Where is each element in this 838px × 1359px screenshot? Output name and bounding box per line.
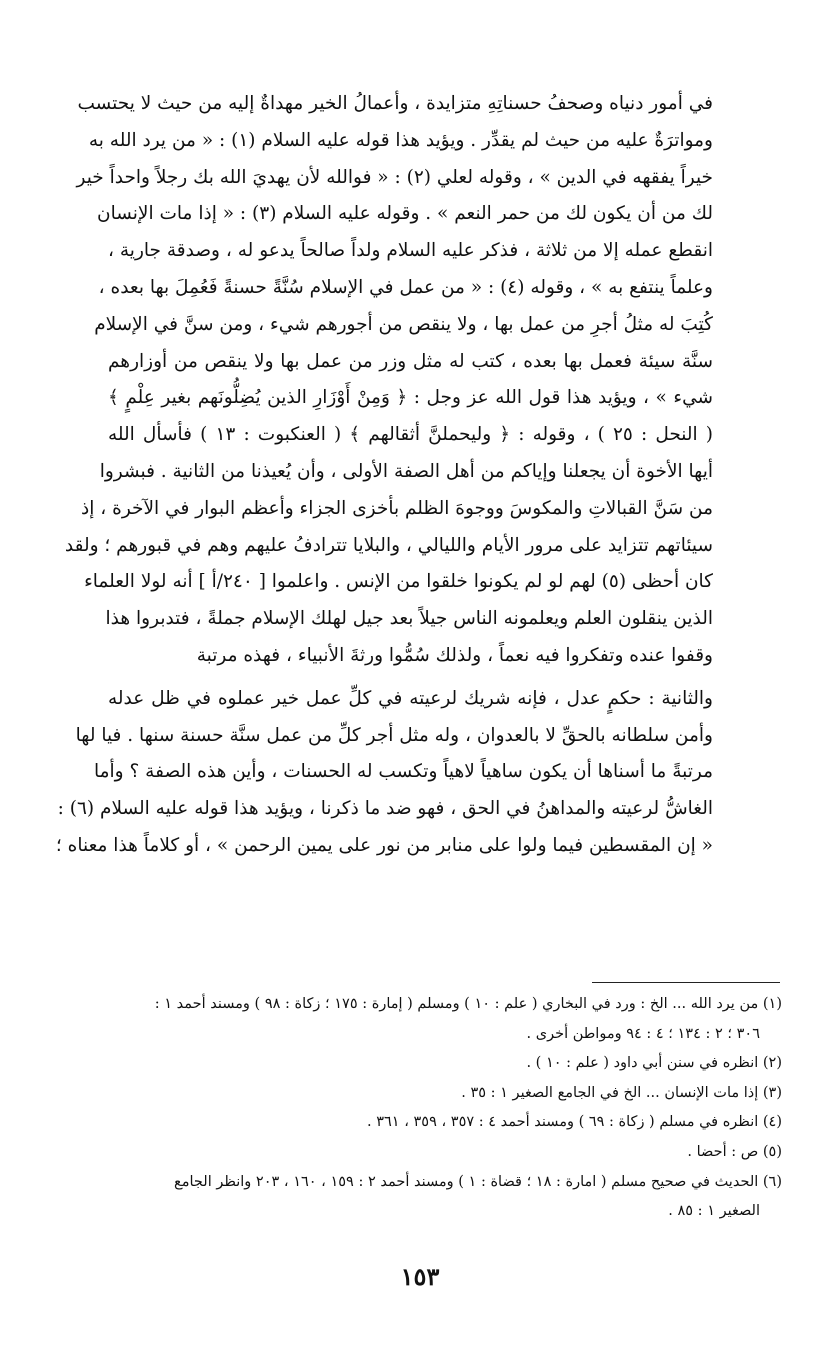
text-line: سنَّة سيئة فعمل بها بعده ، كتب له مثل وزر من عمل بها ولا ينقص من أوزارهم: [108, 350, 713, 372]
text-line: انقطع عمله إلا من ثلاثة ، فذكر عليه السلام ولداً صالحاً يدعو له ، وصدقة جارية ،: [108, 240, 713, 262]
paragraph-1: [64, 86, 713, 675]
text-line: ( النحل : ٢٥ ) ، وقوله : ﴿ وليحملنَّ أثقالهم ﴾ ( العنكبوت : ١٣ ) فأسأل الله: [108, 424, 713, 446]
footnote-4: (٤) انظره في مسلم ( زكاة : ٦٩ ) ومسند أحمد ٤ : ٣٥٧ ، ٣٥٩ ، ٣٦١ .: [367, 1114, 782, 1131]
text-line: وقفوا عنده وتفكروا فيه نعماً ، ولذلك سُمُّوا ورثةَ الأنبياء ، فهذه مرتبة: [196, 644, 713, 666]
text-line: وأمن سلطانه بالحقِّ لا بالعدوان ، وله مثل أجر كلِّ من عمل سنَّة حسنة سنها . فيا لها: [75, 724, 713, 746]
footnotes: [82, 990, 782, 1227]
footnote-6: (٦) الحديث في صحيح مسلم ( امارة : ١٨ ؛ قضاة : ١ ) ومسند أحمد ٢ : ١٥٩ ، ١٦٠ ، ٢٠٣ وانظر الجامع: [174, 1173, 782, 1190]
footnote-3: (٣) إذا مات الإنسان ... الخ في الجامع الصغير ١ : ٣٥ .: [461, 1084, 782, 1101]
text-line: وعلماً ينتفع به » ، وقوله (٤) : « من عمل في الإسلام سُنَّةً حسنةً فَعُمِلَ بها بعده ،: [98, 276, 713, 298]
text-line: مرتبةً ما أسناها أن يكون ساهياً لاهياً وتكسب له الحسنات ، وأين هذه الصفة ؟ وأما: [93, 761, 713, 783]
text-line: من سَنَّ القبالاتِ والمكوسَ ووجوهَ الظلم بأخزى الجزاء وأعظم البوار في الآخرة ، إذ: [81, 497, 713, 519]
text-line: ومواترَةٌ عليه من حيث لم يقدِّر . ويؤيد هذا قوله عليه السلام (١) : « من يرد الله به: [88, 129, 713, 151]
text-line: أيها الأخوة أن يجعلنا وإياكم من أهل الصفة الأولى ، وأن يُعيذنا من الثانية . فبشروا: [99, 460, 713, 482]
text-line: لك من أن يكون لك من حمر النعم » . وقوله عليه السلام (٣) : « إذا مات الإنسان: [97, 203, 713, 225]
page-number: ١٥٣: [400, 1262, 440, 1291]
text-line: سيئاتهم تتزايد على مرور الأيام والليالي ، والبلايا تترادفُ عليهم وهم في قبورهم ؛ ولقد: [64, 534, 713, 556]
text-line: كُتِبَ له مثلُ أجرِ من عمل بها ، ولا ينقص من أجورهم شيء ، ومن سنَّ في الإسلام: [94, 313, 713, 335]
footnote-6-continued: الصغير ١ : ٨٥ .: [668, 1203, 760, 1220]
footnote-1: (١) من يرد الله ... الخ : ورد في البخاري ( علم : ١٠ ) ومسلم ( إمارة : ١٧٥ ؛ زكاة : ٩٨ ) ومسند أحمد ١ :: [154, 996, 782, 1012]
text-line: خيراً يفقهه في الدين » ، وقوله لعلي (٢) : « فوالله لأن يهديَ الله بك رجلاً واحداً خير: [76, 166, 713, 188]
footnote-2: (٢) انظره في سنن أبي داود ( علم : ١٠ ) .: [526, 1055, 782, 1072]
footnote-divider: [592, 982, 780, 983]
paragraph-2: [55, 681, 713, 865]
text-line: شيء » ، ويؤيد هذا قول الله عز وجل : ﴿ وَمِنْ أَوْزَارِ الذين يُضِلُّونَهم بغير عِلْمٍ ﴾: [108, 387, 713, 409]
footnote-1-continued: ٣٠٦ ؛ ٢ : ١٣٤ ؛ ٤ : ٩٤ ومواطن أخرى .: [526, 1025, 760, 1042]
text-line: الذين ينقلون العلم ويعلمونه الناس جيلاً بعد جيل لهلك الإسلام جملةً ، فتدبروا هذا: [105, 608, 713, 630]
text-line: كان أحظى (٥) لهم لو لم يكونوا خلقوا من الإنس . واعلموا [ ٢٤٠/أ ] أنه لولا العلماء: [84, 571, 713, 593]
text-line: والثانية : حكمٍ عدل ، فإنه شريك لرعيته في كلِّ عمل خير عملوه في ظل عدله: [108, 687, 713, 709]
text-line: الغاشُّ لرعيته والمداهنُ في الحق ، فهو ضد ما ذكرنا ، ويؤيد هذا قوله عليه السلام (٦) :: [57, 798, 713, 820]
main-text: [55, 86, 713, 865]
footnote-5: (٥) ص : أحضا .: [687, 1143, 782, 1160]
text-line: في أمور دنياه وصحفُ حسناتِهِ متزايدة ، وأعمالُ الخير مهداةٌ إليه من حيث لا يحتسب: [77, 93, 713, 114]
text-line: « إن المقسطين فيما ولوا على منابر من نور على يمين الرحمن » ، أو كلاماً هذا معناه ؛: [55, 834, 713, 856]
